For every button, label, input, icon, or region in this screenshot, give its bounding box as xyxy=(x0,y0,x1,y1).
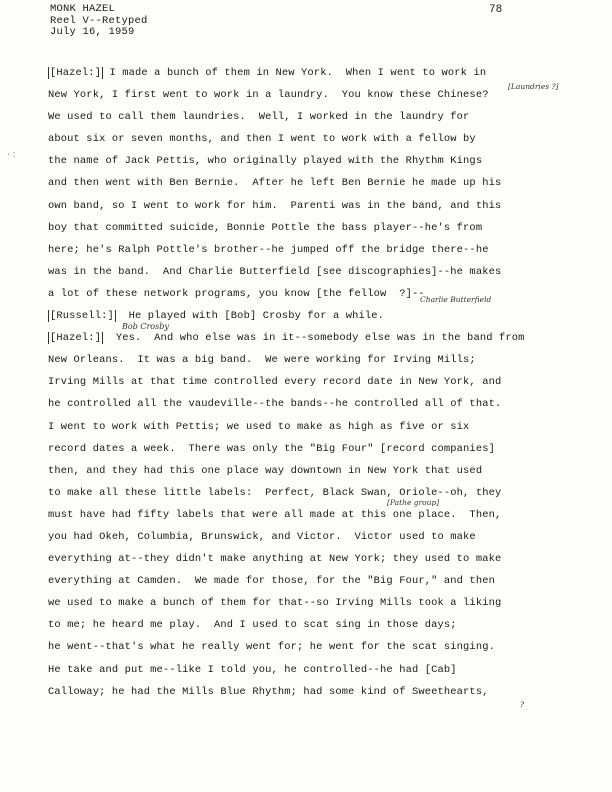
transcript-line xyxy=(48,482,588,504)
transcript-line xyxy=(48,614,588,636)
line-text: He take and put me--like I told you, he controlled--he had [Cab] xyxy=(48,663,457,676)
line-text: Calloway; he had the Mills Blue Rhythm; had some kind of Sweethearts, xyxy=(48,685,489,698)
line-text: New Orleans. It was a big band. We were working for Irving Mills; xyxy=(48,354,476,367)
transcript-line xyxy=(48,416,588,438)
transcript-line xyxy=(48,261,588,283)
line-text: you had Okeh, Columbia, Brunswick, and Victor. Victor used to make xyxy=(48,530,476,543)
transcript-line xyxy=(48,592,588,614)
handwritten-note: [Laundries ?] xyxy=(508,82,559,91)
transcript-line xyxy=(48,636,588,658)
line-text: We used to call them laundries. Well, I worked in the laundry for xyxy=(48,111,470,124)
line-text: and then went with Ben Bernie. After he left Ben Bernie he made up his xyxy=(48,177,502,190)
handwritten-note: Charlie Butterfield xyxy=(420,295,492,304)
transcript-line xyxy=(48,393,588,415)
transcript-line xyxy=(48,570,588,592)
line-text: here; he's Ralph Pottle's brother--he jumped off the bridge there--he xyxy=(48,243,489,256)
transcript-line xyxy=(48,548,588,570)
line-text: must have had fifty labels that were all made at this one place. Then, xyxy=(48,508,502,521)
transcript-line xyxy=(48,84,588,106)
line-text: he controlled all the vaudeville--the bands--he controlled all of that. xyxy=(48,398,502,411)
transcript-line xyxy=(48,62,588,84)
interviewee-name: MONK HAZEL xyxy=(50,3,116,15)
line-text: the name of Jack Pettis, who originally played with the Rhythm Kings xyxy=(48,155,483,168)
line-text: own band, so I went to work for him. Parenti was in the band, and this xyxy=(48,199,502,212)
line-text: to make all these little labels: Perfect, Black Swan, Oriole--oh, they xyxy=(48,486,502,499)
handwritten-note: Bob Crosby xyxy=(122,322,169,331)
interview-date: July 16, 1959 xyxy=(50,26,135,38)
transcript-line xyxy=(48,659,588,681)
transcript-line xyxy=(48,283,588,305)
transcript-line xyxy=(48,128,588,150)
page-number: 78 xyxy=(489,4,503,16)
line-text: everything at Camden. We made for those, for the "Big Four," and then xyxy=(48,575,495,588)
transcript-line xyxy=(48,460,588,482)
line-text: Yes. And who else was in it--somebody else was in the band from xyxy=(103,332,525,345)
handwritten-note: ? xyxy=(520,700,525,709)
line-text: was in the band. And Charlie Butterfield [see discographies]--he makes xyxy=(48,265,502,278)
transcript-line xyxy=(48,526,588,548)
transcript-line xyxy=(48,438,588,460)
line-text: a lot of these network programs, you know [the fellow ?]-- xyxy=(48,287,425,300)
transcript-line xyxy=(48,681,588,703)
line-text: about six or seven months, and then I went to work with a fellow by xyxy=(48,133,476,146)
margin-mark: ·: xyxy=(6,150,17,160)
reel-label: Reel V--Retyped xyxy=(50,14,148,27)
line-text: New York, I first went to work in a laundry. You know these Chinese? xyxy=(48,89,489,102)
line-text: he went--that's what he really went for; he went for the scat singing. xyxy=(48,641,495,654)
transcript-line xyxy=(48,504,588,526)
transcript-line xyxy=(48,172,588,194)
transcript-line xyxy=(48,195,588,217)
page-header xyxy=(50,4,148,39)
speaker-label: [Hazel:] xyxy=(50,332,102,345)
speaker-label: [Hazel:] xyxy=(50,67,102,79)
transcript-line xyxy=(48,371,588,393)
transcript-line xyxy=(48,239,588,261)
line-text: everything at--they didn't make anything at New York; they used to make xyxy=(48,553,502,566)
line-text: then, and they had this one place way downtown in New York that used xyxy=(48,464,483,477)
transcript-line xyxy=(48,217,588,239)
transcript-line xyxy=(48,150,588,172)
line-text: He played with [Bob] Crosby for a while. xyxy=(115,310,385,323)
transcript-body xyxy=(48,62,588,703)
speaker-label: [Russell:] xyxy=(50,310,114,323)
handwritten-note: [Pathe group] xyxy=(387,498,440,507)
line-text: I made a bunch of them in New York. When I went to work in xyxy=(103,67,487,79)
transcript-line xyxy=(48,106,588,128)
line-text: we used to make a bunch of them for that--so Irving Mills took a liking xyxy=(48,597,502,610)
line-text: to me; he heard me play. And I used to scat sing in those days; xyxy=(48,619,457,632)
line-text: Irving Mills at that time controlled every record date in New York, and xyxy=(48,376,502,389)
line-text: record dates a week. There was only the "Big Four" [record companies] xyxy=(48,442,495,455)
line-text: boy that committed suicide, Bonnie Pottle the bass player--he's from xyxy=(48,221,483,234)
transcript-line xyxy=(48,349,588,371)
line-text: I went to work with Pettis; we used to make as high as five or six xyxy=(48,420,470,433)
